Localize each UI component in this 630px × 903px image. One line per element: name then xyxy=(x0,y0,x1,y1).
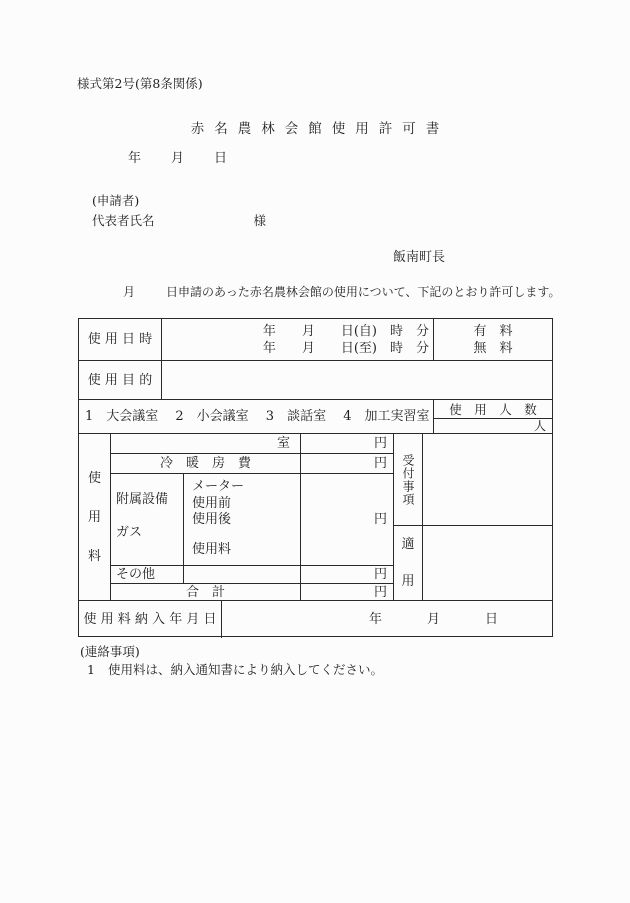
representative-line xyxy=(92,213,266,229)
fee-room-row xyxy=(111,434,393,454)
fee-other-detail xyxy=(184,566,301,583)
honorific-sama: 様 xyxy=(253,213,267,228)
fee-other-row xyxy=(111,566,393,584)
user-count-cell xyxy=(434,400,552,433)
form-number: 様式第2号(第8条関係) xyxy=(77,76,203,91)
fee-meter-cell xyxy=(184,474,301,565)
fee-right-column xyxy=(394,434,552,600)
row-payment-date xyxy=(79,601,552,638)
user-count-label: 使 用 人 数 xyxy=(434,400,552,419)
intro-month: 月 xyxy=(123,285,136,299)
usage-fee-label: 使用料 xyxy=(192,541,232,557)
usage-purpose-value xyxy=(162,361,552,399)
fee-other-amount: 円 xyxy=(373,567,387,582)
usage-datetime-from: 年 月 日(自) 時 分 xyxy=(262,323,429,339)
reception-label: 受付事項 xyxy=(394,434,423,525)
paid-free-cell xyxy=(434,319,552,360)
fee-total-row xyxy=(111,584,393,600)
application-label: 適 用 xyxy=(394,526,423,600)
application-cell xyxy=(394,526,552,600)
before-use-label: 使用前 xyxy=(192,495,232,511)
intro-sentence xyxy=(123,284,560,300)
note-number: 1 xyxy=(87,662,95,677)
header-date-month: 月 xyxy=(171,151,185,166)
usage-datetime-to: 年 月 日(至) 時 分 xyxy=(262,340,429,356)
contact-notes-label: (連絡事項) xyxy=(80,644,140,659)
gas-label: ガス xyxy=(116,525,143,540)
fee-equipment-row xyxy=(111,474,393,566)
fee-total-amount: 円 xyxy=(373,584,387,600)
row-usage-purpose xyxy=(79,361,552,400)
fee-equipment-amount: 円 xyxy=(373,512,387,527)
fee-heating-row xyxy=(111,454,393,474)
payment-date-label: 使 用 料 納 入 年 月 日 xyxy=(79,601,222,638)
row-fee-section xyxy=(79,434,552,601)
payment-year: 年 xyxy=(368,612,382,627)
fee-room-amount: 円 xyxy=(373,436,387,451)
equipment-label: 附属設備 xyxy=(116,492,169,507)
applicant-label: (申請者) xyxy=(92,193,140,208)
header-date-day: 日 xyxy=(214,151,228,166)
fee-breakdown xyxy=(111,434,394,600)
fee-heating-label: 冷 暖 房 費 xyxy=(111,454,301,473)
payment-day: 日 xyxy=(484,612,498,627)
payment-month: 月 xyxy=(426,612,440,627)
free-option: 無 料 xyxy=(473,340,513,356)
usage-datetime-label: 使 用 日 時 xyxy=(79,319,162,360)
user-count-unit: 人 xyxy=(533,418,546,433)
row-rooms xyxy=(79,400,552,434)
permit-table xyxy=(78,318,553,637)
usage-purpose-label: 使 用 目 的 xyxy=(79,361,162,399)
usage-datetime-value xyxy=(162,319,434,360)
note-text: 使用料は、納入通知書により納入してください。 xyxy=(107,662,383,677)
meter-label: メーター xyxy=(192,479,245,494)
reception-content xyxy=(423,434,552,525)
room-options: 1 大会議室 2 小会議室 3 談話室 4 加工実習室 xyxy=(79,400,434,433)
fee-other-label: その他 xyxy=(111,566,184,583)
fee-room-label: 室 xyxy=(111,434,301,453)
intro-text: 日申請のあった赤名農林会館の使用について、下記のとおり許可します。 xyxy=(166,285,561,299)
payment-date-value xyxy=(222,601,552,638)
after-use-label: 使用後 xyxy=(192,512,232,527)
fee-heating-amount: 円 xyxy=(373,456,387,471)
paid-option: 有 料 xyxy=(473,323,513,339)
fee-equipment-names xyxy=(111,474,184,565)
mayor-name: 飯南町長 xyxy=(393,250,446,265)
representative-label: 代表者氏名 xyxy=(92,213,155,228)
reception-cell xyxy=(394,434,552,526)
fee-vertical-label: 使 用 料 xyxy=(79,434,111,600)
fee-total-label: 合 計 xyxy=(111,584,301,600)
row-usage-datetime xyxy=(79,319,552,361)
header-date-line xyxy=(128,150,227,167)
contact-note-1 xyxy=(87,662,383,678)
header-date-year: 年 xyxy=(128,151,142,166)
application-content xyxy=(423,526,552,600)
document-title: 赤名農林会館使用許可書 xyxy=(190,121,450,137)
